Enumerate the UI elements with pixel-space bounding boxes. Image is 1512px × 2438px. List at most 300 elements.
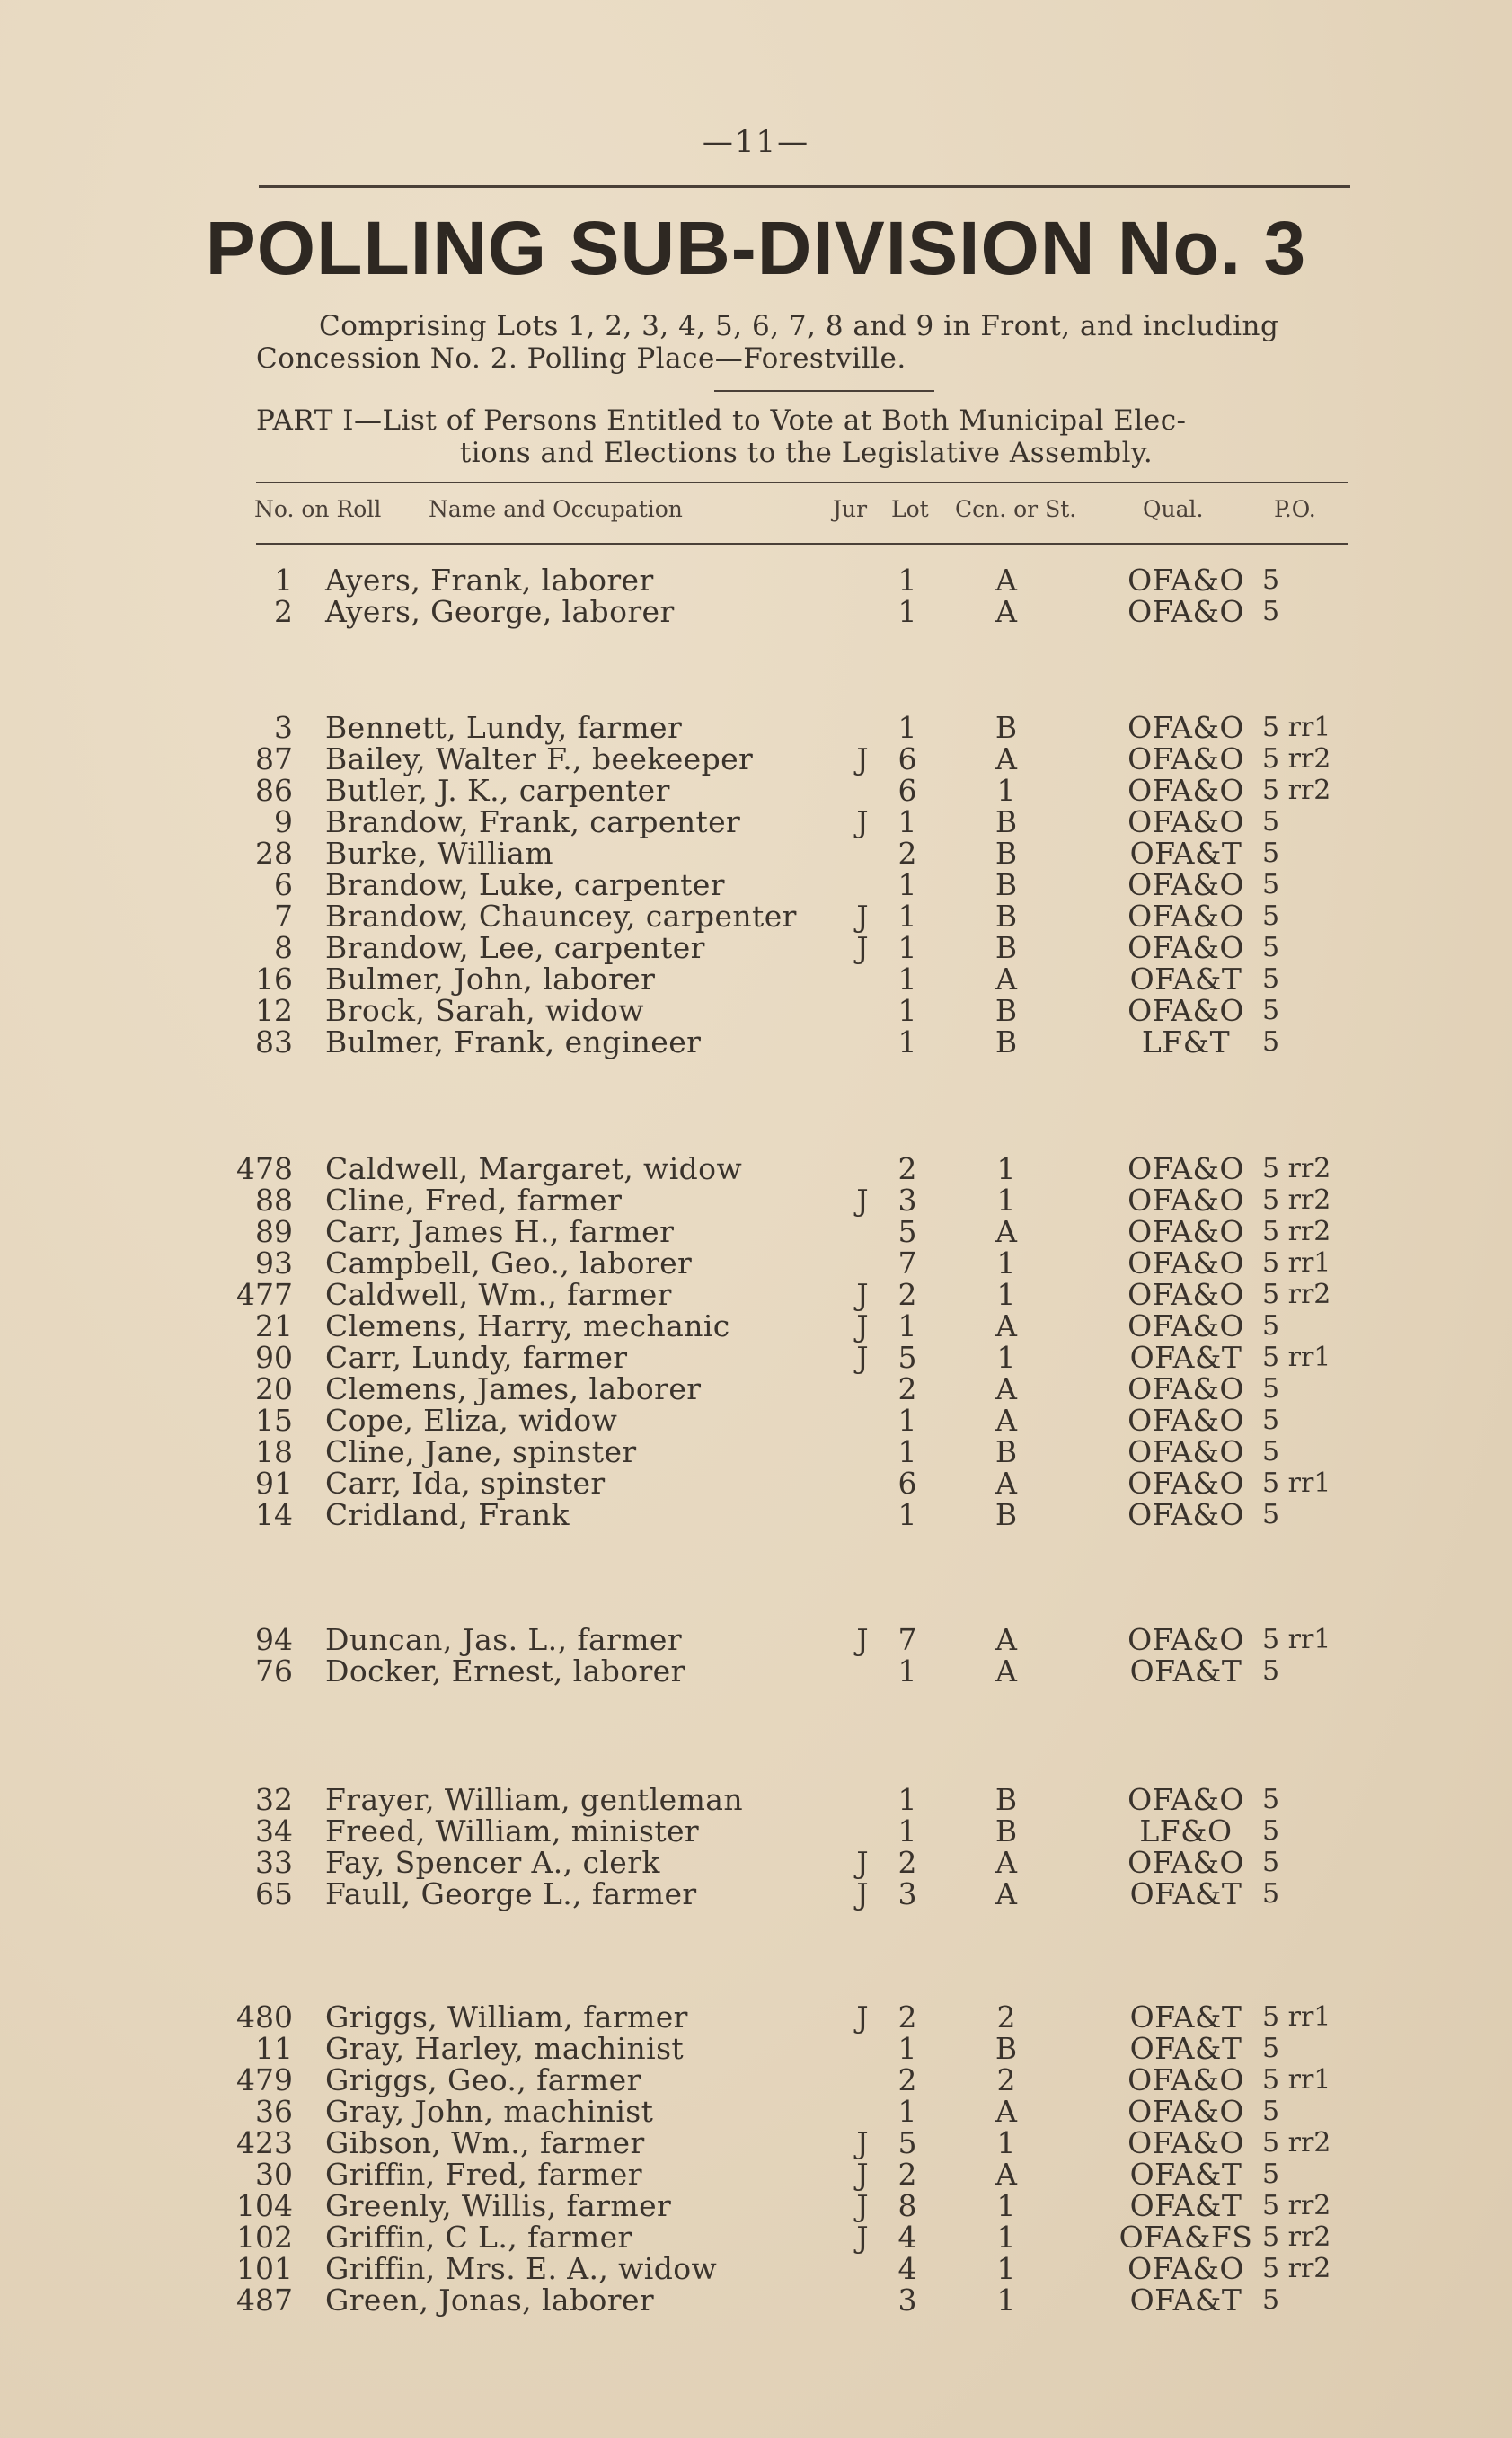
post-office: 5 xyxy=(1262,1026,1280,1058)
qualification: OFA&O xyxy=(1127,1403,1244,1438)
roll-number: 93 xyxy=(255,1246,293,1281)
roll-number: 88 xyxy=(255,1183,293,1218)
lot: 5 xyxy=(897,1214,917,1249)
lot: 1 xyxy=(897,2094,917,2129)
juror-mark: J xyxy=(856,1999,869,2035)
juror-mark: J xyxy=(856,741,869,776)
voter-row xyxy=(0,1784,1512,1816)
voter-row xyxy=(0,1467,1512,1500)
name-occupation: Clemens, Harry, mechanic xyxy=(325,1308,730,1343)
concession: A xyxy=(995,1653,1017,1689)
roll-number: 30 xyxy=(255,2157,293,2192)
qualification: OFA&O xyxy=(1127,804,1244,839)
voter-row xyxy=(0,1499,1512,1531)
post-office: 5 rr1 xyxy=(1262,1624,1331,1655)
post-office: 5 rr2 xyxy=(1262,2221,1331,2253)
juror-mark: J xyxy=(856,2220,869,2255)
lot: 2 xyxy=(897,1371,917,1406)
post-office: 5 rr2 xyxy=(1262,2190,1331,2221)
short-rule xyxy=(714,390,934,392)
name-occupation: Bailey, Walter F., beekeeper xyxy=(325,741,754,776)
roll-number: 478 xyxy=(236,1151,293,1186)
lot: 1 xyxy=(897,1653,917,1689)
concession: B xyxy=(995,993,1018,1028)
roll-number: 32 xyxy=(255,1782,293,1817)
qualification: OFA&O xyxy=(1127,741,1244,776)
lot: 1 xyxy=(897,594,917,629)
voter-row xyxy=(0,1026,1512,1059)
concession: A xyxy=(995,1403,1017,1438)
lot: 7 xyxy=(897,1622,917,1657)
concession: B xyxy=(995,1782,1018,1817)
roll-number: 1 xyxy=(274,563,293,598)
roll-number: 21 xyxy=(255,1308,293,1343)
lot: 1 xyxy=(897,962,917,997)
concession: B xyxy=(995,867,1018,902)
voter-row xyxy=(0,1847,1512,1879)
concession: B xyxy=(995,930,1018,965)
qualification: OFA&O xyxy=(1127,1214,1244,1249)
lot: 5 xyxy=(897,2125,917,2160)
post-office: 5 xyxy=(1262,806,1280,838)
post-office: 5 xyxy=(1262,1655,1280,1687)
name-occupation: Gibson, Wm., farmer xyxy=(325,2125,645,2160)
voter-row xyxy=(0,2096,1512,2128)
qualification: OFA&FS xyxy=(1119,2220,1253,2255)
roll-number: 15 xyxy=(255,1403,293,1438)
lot: 7 xyxy=(897,1246,917,1281)
roll-number: 8 xyxy=(274,930,293,965)
concession: 1 xyxy=(996,2220,1016,2255)
name-occupation: Carr, James H., farmer xyxy=(325,1214,675,1249)
qualification: OFA&O xyxy=(1127,1151,1244,1186)
lot: 1 xyxy=(897,1813,917,1848)
lot: 2 xyxy=(897,2157,917,2192)
concession: B xyxy=(995,1434,1018,1469)
post-office: 5 xyxy=(1262,900,1280,932)
concession: A xyxy=(995,1466,1017,1501)
post-office: 5 rr2 xyxy=(1262,1279,1331,1310)
name-occupation: Brandow, Lee, carpenter xyxy=(325,930,705,965)
voter-row xyxy=(0,869,1512,901)
roll-number: 3 xyxy=(274,710,293,745)
concession: A xyxy=(995,1214,1017,1249)
lot: 1 xyxy=(897,1024,917,1059)
concession: A xyxy=(995,1876,1017,1911)
post-office: 5 xyxy=(1262,932,1280,963)
voter-row xyxy=(0,2284,1512,2317)
name-occupation: Caldwell, Margaret, widow xyxy=(325,1151,743,1186)
roll-number: 11 xyxy=(255,2031,293,2066)
qualification: OFA&O xyxy=(1127,1434,1244,1469)
roll-number: 477 xyxy=(236,1277,293,1312)
roll-number: 9 xyxy=(274,804,293,839)
voter-row xyxy=(0,2001,1512,2034)
name-occupation: Faull, George L., farmer xyxy=(325,1876,697,1911)
name-occupation: Griggs, Geo., farmer xyxy=(325,2062,641,2097)
post-office: 5 rr2 xyxy=(1262,775,1331,806)
name-occupation: Ayers, George, laborer xyxy=(325,594,675,629)
column-header-name: Name and Occupation xyxy=(429,496,683,522)
concession: A xyxy=(995,563,1017,598)
lot: 1 xyxy=(897,804,917,839)
qualification: OFA&O xyxy=(1127,867,1244,902)
lot: 1 xyxy=(897,1308,917,1343)
concession: B xyxy=(995,804,1018,839)
juror-mark: J xyxy=(856,1183,869,1218)
roll-number: 65 xyxy=(255,1876,293,1911)
name-occupation: Freed, William, minister xyxy=(325,1813,700,1848)
qualification: OFA&O xyxy=(1127,2062,1244,2097)
juror-mark: J xyxy=(856,899,869,934)
subtitle-line-1: Comprising Lots 1, 2, 3, 4, 5, 6, 7, 8 and 9 in Front, and including xyxy=(319,310,1279,342)
column-header-no: No. on Roll xyxy=(254,496,382,522)
concession: 1 xyxy=(996,2251,1016,2286)
top-rule xyxy=(259,185,1350,188)
qualification: OFA&T xyxy=(1129,1653,1242,1689)
lot: 1 xyxy=(897,867,917,902)
qualification: OFA&O xyxy=(1127,993,1244,1028)
concession: B xyxy=(995,2031,1018,2066)
name-occupation: Brandow, Luke, carpenter xyxy=(325,867,725,902)
voter-row xyxy=(0,2159,1512,2191)
qualification: OFA&T xyxy=(1129,962,1242,997)
voter-row xyxy=(0,963,1512,996)
lot: 1 xyxy=(897,563,917,598)
post-office: 5 xyxy=(1262,2033,1280,2064)
post-office: 5 xyxy=(1262,1499,1280,1530)
name-occupation: Cline, Jane, spinster xyxy=(325,1434,637,1469)
qualification: OFA&T xyxy=(1129,2031,1242,2066)
roll-number: 7 xyxy=(274,899,293,934)
name-occupation: Duncan, Jas. L., farmer xyxy=(325,1622,683,1657)
name-occupation: Carr, Ida, spinster xyxy=(325,1466,606,1501)
concession: B xyxy=(995,899,1018,934)
name-occupation: Greenly, Willis, farmer xyxy=(325,2188,672,2223)
name-occupation: Carr, Lundy, farmer xyxy=(325,1340,628,1375)
roll-number: 28 xyxy=(255,836,293,871)
post-office: 5 xyxy=(1262,2284,1280,2316)
post-office: 5 rr2 xyxy=(1262,2127,1331,2159)
roll-number: 487 xyxy=(236,2283,293,2318)
concession: B xyxy=(995,710,1018,745)
voter-row xyxy=(0,1624,1512,1656)
lot: 2 xyxy=(897,2062,917,2097)
roll-number: 86 xyxy=(255,773,293,808)
juror-mark: J xyxy=(856,930,869,965)
part-line-2: tions and Elections to the Legislative Assembly. xyxy=(459,437,1154,469)
juror-mark: J xyxy=(856,1308,869,1343)
name-occupation: Ayers, Frank, laborer xyxy=(325,563,654,598)
post-office: 5 xyxy=(1262,1847,1280,1878)
roll-number: 20 xyxy=(255,1371,293,1406)
lot: 4 xyxy=(897,2220,917,2255)
lot: 3 xyxy=(897,1183,917,1218)
qualification: OFA&O xyxy=(1127,1782,1244,1817)
qualification: OFA&T xyxy=(1129,2283,1242,2318)
roll-number: 83 xyxy=(255,1024,293,1059)
concession: B xyxy=(995,1813,1018,1848)
qualification: OFA&O xyxy=(1127,1371,1244,1406)
voter-row xyxy=(0,1247,1512,1280)
voter-row xyxy=(0,932,1512,964)
concession: A xyxy=(995,1622,1017,1657)
lot: 6 xyxy=(897,741,917,776)
concession: 1 xyxy=(996,773,1016,808)
post-office: 5 xyxy=(1262,1310,1280,1342)
qualification: OFA&T xyxy=(1129,1999,1242,2035)
roll-number: 6 xyxy=(274,867,293,902)
lot: 2 xyxy=(897,1845,917,1880)
lot: 4 xyxy=(897,2251,917,2286)
roll-number: 91 xyxy=(255,1466,293,1501)
post-office: 5 xyxy=(1262,1784,1280,1815)
voter-row xyxy=(0,1310,1512,1343)
header-rule-bottom xyxy=(256,543,1348,545)
lot: 1 xyxy=(897,1497,917,1532)
name-occupation: Fay, Spencer A., clerk xyxy=(325,1845,660,1880)
post-office: 5 rr2 xyxy=(1262,1216,1331,1247)
concession: 1 xyxy=(996,1277,1016,1312)
roll-number: 36 xyxy=(255,2094,293,2129)
qualification: OFA&O xyxy=(1127,1497,1244,1532)
qualification: LF&T xyxy=(1141,1024,1231,1059)
part-line-1: PART I—List of Persons Entitled to Vote at Both Municipal Elec- xyxy=(256,404,1187,437)
juror-mark: J xyxy=(856,2125,869,2160)
concession: B xyxy=(995,1497,1018,1532)
lot: 1 xyxy=(897,2031,917,2066)
concession: 2 xyxy=(996,2062,1016,2097)
name-occupation: Brandow, Chauncey, carpenter xyxy=(325,899,797,934)
concession: A xyxy=(995,2157,1017,2192)
part-heading xyxy=(256,404,1357,469)
post-office: 5 rr1 xyxy=(1262,2064,1331,2096)
qualification: OFA&O xyxy=(1127,2125,1244,2160)
post-office: 5 rr1 xyxy=(1262,1247,1331,1279)
post-office: 5 xyxy=(1262,1815,1280,1847)
voter-row xyxy=(0,2127,1512,2159)
roll-number: 12 xyxy=(255,993,293,1028)
name-occupation: Bulmer, John, laborer xyxy=(325,962,656,997)
name-occupation: Griggs, William, farmer xyxy=(325,1999,688,2035)
concession: 1 xyxy=(996,2283,1016,2318)
post-office: 5 rr2 xyxy=(1262,2253,1331,2284)
lot: 3 xyxy=(897,2283,917,2318)
qualification: OFA&O xyxy=(1127,1183,1244,1218)
juror-mark: J xyxy=(856,1876,869,1911)
name-occupation: Green, Jonas, laborer xyxy=(325,2283,655,2318)
column-header-qual: Qual. xyxy=(1143,496,1204,522)
name-occupation: Brock, Sarah, widow xyxy=(325,993,644,1028)
name-occupation: Caldwell, Wm., farmer xyxy=(325,1277,672,1312)
roll-number: 76 xyxy=(255,1653,293,1689)
voter-row xyxy=(0,596,1512,628)
roll-number: 33 xyxy=(255,1845,293,1880)
post-office: 5 xyxy=(1262,1405,1280,1436)
lot: 1 xyxy=(897,930,917,965)
voter-row xyxy=(0,1878,1512,1911)
concession: A xyxy=(995,1845,1017,1880)
lot: 1 xyxy=(897,1403,917,1438)
voter-row xyxy=(0,1436,1512,1468)
name-occupation: Bulmer, Frank, engineer xyxy=(325,1024,702,1059)
roll-number: 34 xyxy=(255,1813,293,1848)
name-occupation: Docker, Ernest, laborer xyxy=(325,1653,685,1689)
column-header-po: P.O. xyxy=(1274,496,1316,522)
voter-row xyxy=(0,806,1512,838)
roll-number: 102 xyxy=(236,2220,293,2255)
name-occupation: Cope, Eliza, widow xyxy=(325,1403,618,1438)
post-office: 5 xyxy=(1262,838,1280,869)
lot: 1 xyxy=(897,993,917,1028)
lot: 2 xyxy=(897,836,917,871)
roll-number: 90 xyxy=(255,1340,293,1375)
concession: 1 xyxy=(996,1183,1016,1218)
concession: A xyxy=(995,962,1017,997)
voter-row xyxy=(0,712,1512,744)
voter-row xyxy=(0,1405,1512,1437)
name-occupation: Bennett, Lundy, farmer xyxy=(325,710,683,745)
concession: 1 xyxy=(996,2188,1016,2223)
voter-row xyxy=(0,1342,1512,1374)
roll-number: 2 xyxy=(274,594,293,629)
qualification: OFA&O xyxy=(1127,2094,1244,2129)
post-office: 5 xyxy=(1262,995,1280,1026)
name-occupation: Brandow, Frank, carpenter xyxy=(325,804,741,839)
post-office: 5 xyxy=(1262,1878,1280,1910)
qualification: OFA&O xyxy=(1127,1308,1244,1343)
concession: B xyxy=(995,836,1018,871)
post-office: 5 rr1 xyxy=(1262,1342,1331,1373)
qualification: OFA&T xyxy=(1129,1340,1242,1375)
lot: 6 xyxy=(897,773,917,808)
voter-row xyxy=(0,1373,1512,1405)
voter-row xyxy=(0,2033,1512,2065)
header-rule-top xyxy=(256,482,1348,483)
roll-number: 87 xyxy=(255,741,293,776)
concession: B xyxy=(995,1024,1018,1059)
voter-row xyxy=(0,900,1512,933)
post-office: 5 rr1 xyxy=(1262,1467,1331,1499)
lot: 1 xyxy=(897,1434,917,1469)
juror-mark: J xyxy=(856,1622,869,1657)
name-occupation: Butler, J. K., carpenter xyxy=(325,773,670,808)
qualification: LF&O xyxy=(1139,1813,1233,1848)
roll-number: 89 xyxy=(255,1214,293,1249)
voter-row xyxy=(0,838,1512,870)
post-office: 5 xyxy=(1262,869,1280,900)
qualification: OFA&O xyxy=(1127,1622,1244,1657)
lot: 3 xyxy=(897,1876,917,1911)
lot: 2 xyxy=(897,1151,917,1186)
voter-row xyxy=(0,775,1512,807)
qualification: OFA&O xyxy=(1127,594,1244,629)
lot: 6 xyxy=(897,1466,917,1501)
lot: 2 xyxy=(897,1999,917,2035)
voter-row xyxy=(0,2190,1512,2222)
concession: A xyxy=(995,594,1017,629)
name-occupation: Gray, Harley, machinist xyxy=(325,2031,685,2066)
name-occupation: Campbell, Geo., laborer xyxy=(325,1246,693,1281)
voter-row xyxy=(0,2253,1512,2285)
roll-number: 14 xyxy=(255,1497,293,1532)
roll-number: 104 xyxy=(236,2188,293,2223)
voter-row xyxy=(0,1279,1512,1311)
concession: A xyxy=(995,1371,1017,1406)
name-occupation: Griffin, C L., farmer xyxy=(325,2220,632,2255)
name-occupation: Burke, William xyxy=(325,836,553,871)
qualification: OFA&O xyxy=(1127,1845,1244,1880)
juror-mark: J xyxy=(856,1340,869,1375)
juror-mark: J xyxy=(856,804,869,839)
name-occupation: Griffin, Fred, farmer xyxy=(325,2157,642,2192)
voter-row xyxy=(0,2064,1512,2097)
voter-row xyxy=(0,564,1512,597)
post-office: 5 xyxy=(1262,963,1280,995)
roll-number: 101 xyxy=(236,2251,293,2286)
qualification: OFA&T xyxy=(1129,2157,1242,2192)
name-occupation: Griffin, Mrs. E. A., widow xyxy=(325,2251,718,2286)
qualification: OFA&O xyxy=(1127,1246,1244,1281)
voter-row xyxy=(0,1153,1512,1185)
juror-mark: J xyxy=(856,2188,869,2223)
qualification: OFA&O xyxy=(1127,930,1244,965)
voter-row xyxy=(0,1216,1512,1248)
qualification: OFA&O xyxy=(1127,773,1244,808)
qualification: OFA&O xyxy=(1127,2251,1244,2286)
lot: 2 xyxy=(897,1277,917,1312)
juror-mark: J xyxy=(856,1845,869,1880)
concession: 2 xyxy=(996,1999,1016,2035)
voter-row xyxy=(0,743,1512,776)
concession: 1 xyxy=(996,1340,1016,1375)
column-header-con: Ccn. or St. xyxy=(955,496,1077,522)
column-header-lot: Lot xyxy=(891,496,929,522)
voter-row xyxy=(0,1815,1512,1848)
page-number: —11— xyxy=(702,124,810,160)
lot: 5 xyxy=(897,1340,917,1375)
post-office: 5 xyxy=(1262,2159,1280,2190)
qualification: OFA&O xyxy=(1127,563,1244,598)
qualification: OFA&O xyxy=(1127,899,1244,934)
qualification: OFA&O xyxy=(1127,1277,1244,1312)
roll-number: 94 xyxy=(255,1622,293,1657)
post-office: 5 rr1 xyxy=(1262,712,1331,743)
name-occupation: Cridland, Frank xyxy=(325,1497,570,1532)
post-office: 5 rr2 xyxy=(1262,1153,1331,1184)
qualification: OFA&O xyxy=(1127,710,1244,745)
roll-number: 423 xyxy=(236,2125,293,2160)
voter-row xyxy=(0,1655,1512,1688)
concession: A xyxy=(995,741,1017,776)
voter-row xyxy=(0,2221,1512,2254)
qualification: OFA&O xyxy=(1127,1466,1244,1501)
qualification: OFA&T xyxy=(1129,2188,1242,2223)
name-occupation: Cline, Fred, farmer xyxy=(325,1183,623,1218)
subtitle-line-2: Concession No. 2. Polling Place—Forestville. xyxy=(256,342,906,375)
post-office: 5 xyxy=(1262,1373,1280,1405)
name-occupation: Frayer, William, gentleman xyxy=(325,1782,744,1817)
post-office: 5 xyxy=(1262,596,1280,627)
concession: 1 xyxy=(996,2125,1016,2160)
lot: 8 xyxy=(897,2188,917,2223)
name-occupation: Clemens, James, laborer xyxy=(325,1371,702,1406)
concession: A xyxy=(995,2094,1017,2129)
lot: 1 xyxy=(897,1782,917,1817)
lot: 1 xyxy=(897,710,917,745)
roll-number: 16 xyxy=(255,962,293,997)
post-office: 5 rr2 xyxy=(1262,743,1331,775)
